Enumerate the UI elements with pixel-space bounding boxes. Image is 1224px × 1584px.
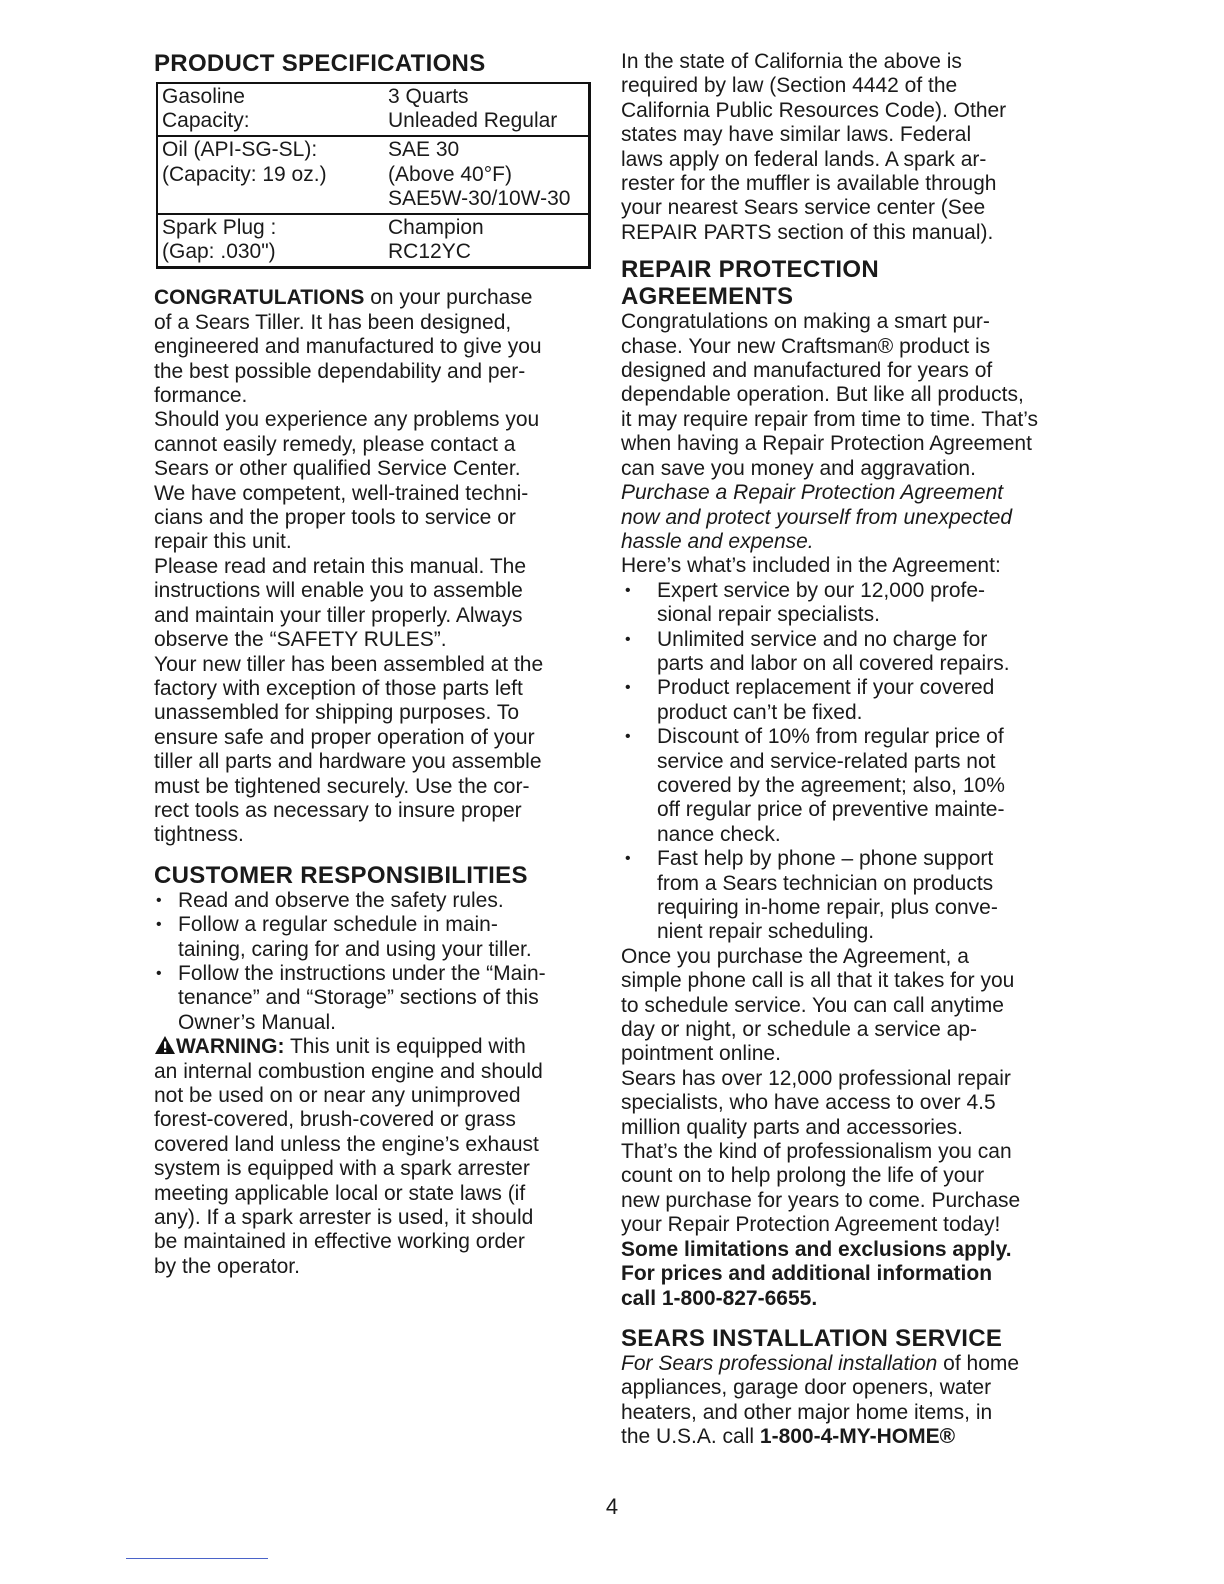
paragraph-line: it may require repair from time to time. That’s	[621, 407, 1039, 431]
congratulations-text: on your purchase	[364, 286, 533, 310]
right-column	[621, 50, 1071, 1450]
paragraph-line: Should you experience any problems you	[154, 408, 540, 432]
paragraph-line: rester for the muffler is available through	[621, 172, 997, 196]
list-item	[154, 913, 594, 962]
list-item-line: tenance” and “Storage” sections of this	[178, 986, 539, 1010]
list-item-line: nient repair scheduling.	[657, 920, 875, 944]
list-item-line: parts and labor on all covered repairs.	[657, 651, 1010, 675]
spec-label	[158, 216, 388, 264]
paragraph-line: count on to help prolong the life of your	[621, 1164, 985, 1188]
paragraph-line: designed and manufactured for years of	[621, 359, 993, 383]
list-item-line: • Unlimited service and no charge for	[657, 627, 988, 651]
install-italic: For Sears professional installation	[621, 1351, 938, 1375]
paragraph-line: heaters, and other major home items, in	[621, 1400, 993, 1424]
paragraph-line: states may have similar laws. Federal	[621, 123, 972, 147]
paragraph-line: We have competent, well-trained techni-	[154, 481, 529, 505]
paragraph-line: laws apply on federal lands. A spark ar-	[621, 147, 987, 171]
warning-label: WARNING:	[176, 1035, 285, 1059]
spec-label-line: Oil (API-SG-SL):	[162, 138, 318, 162]
spec-label-line: (Gap: .030")	[162, 240, 276, 264]
congratulations-paragraph	[154, 286, 594, 408]
assembly-paragraph	[154, 653, 594, 848]
product-specifications-heading: PRODUCT SPECIFICATIONS	[154, 50, 486, 77]
list-item-line: off regular price of preventive mainte-	[657, 798, 1005, 822]
warning-line: meeting applicable local or state laws (if	[154, 1181, 526, 1205]
spec-value	[388, 85, 588, 133]
included-intro: Here’s what’s included in the Agreement:	[621, 554, 1001, 578]
italic-line: hassle and expense.	[621, 529, 814, 553]
customer-responsibilities-list	[154, 889, 594, 1035]
paragraph-line: required by law (Section 4442 of the	[621, 74, 958, 98]
spec-value-line: SAE5W-30/10W-30	[388, 186, 571, 210]
list-item-line: • Product replacement if your covered	[657, 676, 995, 700]
list-item	[621, 579, 1071, 628]
warning-first-line: This unit is equipped with	[284, 1035, 526, 1059]
list-item-line: from a Sears technician on products	[657, 871, 994, 895]
list-item-line: • Follow a regular schedule in main-	[178, 913, 498, 937]
paragraph-line: your nearest Sears service center (See	[621, 196, 986, 220]
paragraph-line: specialists, who have access to over 4.5	[621, 1091, 996, 1115]
install-first-rest: of home	[937, 1351, 1020, 1375]
spec-value-line: SAE 30	[388, 138, 460, 162]
customer-responsibilities-heading: CUSTOMER RESPONSIBILITIES	[154, 861, 528, 889]
list-item-line: • Expert service by our 12,000 profe-	[657, 578, 986, 602]
warning-line: any). If a spark arrester is used, it should	[154, 1206, 534, 1230]
list-item-line: Owner’s Manual.	[178, 1010, 336, 1034]
california-paragraph	[621, 50, 1071, 245]
congratulations-line: formance.	[154, 384, 248, 408]
paragraph-line: must be tightened securely. Use the cor-	[154, 774, 530, 798]
paragraph-line: Sears or other qualified Service Center.	[154, 457, 521, 481]
bold-line: Some limitations and exclusions apply.	[621, 1237, 1012, 1261]
list-item-line: product can’t be fixed.	[657, 700, 863, 724]
paragraph-line: dependable operation. But like all products,	[621, 383, 1024, 407]
paragraph-line: day or night, or schedule a service ap-	[621, 1018, 978, 1042]
warning-line: an internal combustion engine and should	[154, 1059, 543, 1083]
paragraph-line: repair this unit.	[154, 530, 292, 554]
spec-label-line: Gasoline	[162, 85, 245, 108]
limitations-paragraph	[621, 1238, 1071, 1311]
agreement-benefits-list	[621, 579, 1071, 945]
page-number: 4	[605, 1494, 619, 1519]
paragraph-line: and maintain your tiller properly. Always	[154, 603, 523, 627]
paragraph-line: In the state of California the above is	[621, 50, 962, 73]
spec-table	[156, 82, 591, 269]
list-item-line: • Fast help by phone – phone support	[657, 847, 994, 871]
paragraph-line: when having a Repair Protection Agreement	[621, 432, 1032, 456]
spec-row	[158, 84, 588, 135]
list-item-line: • Read and observe the safety rules.	[178, 888, 504, 912]
warning-line: by the operator.	[154, 1254, 300, 1278]
congratulations-bold: CONGRATULATIONS	[154, 286, 365, 310]
list-item-line: nance check.	[657, 822, 781, 846]
spec-value-line: (Above 40°F)	[388, 162, 512, 186]
paragraph-line: rect tools as necessary to insure proper	[154, 798, 522, 822]
list-item-line: sional repair specialists.	[657, 603, 880, 627]
list-item-line: requiring in-home repair, plus conve-	[657, 896, 998, 919]
paragraph-line: Your new tiller has been assembled at the	[154, 652, 544, 676]
spec-value	[388, 216, 588, 264]
list-item	[621, 725, 1071, 847]
congratulations-line: the best possible dependability and per-	[154, 359, 526, 383]
repair-italic-paragraph	[621, 481, 1071, 554]
bold-line: For prices and additional information	[621, 1262, 993, 1286]
list-item-line: • Follow the instructions under the “Main-	[178, 961, 546, 985]
list-item-line: taining, caring for and using your tiller.	[178, 937, 532, 961]
paragraph-line: unassembled for shipping purposes. To	[154, 701, 520, 725]
paragraph-line: California Public Resources Code). Other	[621, 98, 1007, 122]
paragraph-line: your Repair Protection Agreement today!	[621, 1213, 1001, 1237]
paragraph-line: Sears has over 12,000 professional repair	[621, 1066, 1011, 1090]
list-item	[621, 676, 1071, 725]
paragraph-line: appliances, garage door openers, water	[621, 1376, 992, 1400]
spec-row	[158, 213, 588, 266]
footer-rule	[126, 1558, 268, 1559]
paragraph-line: That’s the kind of professionalism you can	[621, 1140, 1012, 1164]
list-item	[621, 628, 1071, 677]
spec-value-line: 3 Quarts	[388, 85, 469, 108]
paragraph-line: cians and the proper tools to service or	[154, 506, 516, 530]
install-phone: 1-800-4-MY-HOME®	[759, 1425, 956, 1449]
spec-label-line: (Capacity: 19 oz.)	[162, 162, 327, 186]
warning-line: forest-covered, brush-covered or grass	[154, 1108, 516, 1132]
list-item	[154, 962, 594, 1035]
warning-paragraph	[154, 1035, 594, 1279]
list-item-line: • Discount of 10% from regular price of	[657, 725, 1004, 749]
spec-label-line: Spark Plug :	[162, 216, 277, 240]
paragraph-line: Once you purchase the Agreement, a	[621, 944, 969, 968]
spec-label	[158, 85, 388, 133]
warning-line: covered land unless the engine’s exhaust	[154, 1132, 539, 1156]
manual-paragraph	[154, 555, 594, 653]
install-last-prefix: the U.S.A. call	[621, 1425, 760, 1449]
paragraph-line: tiller all parts and hardware you assemble	[154, 750, 542, 774]
sears-specialists-paragraph	[621, 1067, 1071, 1238]
paragraph-line: factory with exception of those parts left	[154, 676, 523, 700]
spec-value-line: Champion	[388, 216, 484, 240]
italic-line: Purchase a Repair Protection Agreement	[621, 481, 1004, 505]
spec-value-line: RC12YC	[388, 240, 471, 264]
paragraph-line: Congratulations on making a smart pur-	[621, 310, 990, 334]
spec-value	[388, 138, 588, 211]
congratulations-line: of a Sears Tiller. It has been designed,	[154, 310, 512, 334]
service-paragraph	[154, 408, 594, 554]
spec-row	[158, 135, 588, 213]
warning-line: not be used on or near any unimproved	[154, 1084, 521, 1108]
spec-label	[158, 138, 388, 211]
paragraph-line: ensure safe and proper operation of your	[154, 725, 535, 749]
paragraph-line: tightness.	[154, 823, 244, 847]
list-item	[154, 889, 594, 913]
list-item	[621, 847, 1071, 945]
paragraph-line: Please read and retain this manual. The	[154, 554, 527, 578]
once-paragraph	[621, 945, 1071, 1067]
paragraph-line: pointment online.	[621, 1042, 781, 1066]
italic-line: now and protect yourself from unexpected	[621, 505, 1013, 529]
spec-value-line: Unleaded Regular	[388, 109, 558, 133]
warning-triangle-icon	[154, 1035, 176, 1055]
repair-intro-paragraph	[621, 310, 1071, 481]
repair-heading-line: REPAIR PROTECTION	[621, 256, 880, 284]
paragraph-line: REPAIR PARTS section of this manual).	[621, 220, 994, 244]
repair-protection-heading	[621, 256, 1071, 310]
paragraph-line: cannot easily remedy, please contact a	[154, 432, 516, 456]
installation-paragraph	[621, 1352, 1071, 1450]
bold-line: call 1-800-827-6655.	[621, 1286, 818, 1310]
paragraph-line: to schedule service. You can call anytime	[621, 993, 1004, 1017]
paragraph-line: million quality parts and accessories.	[621, 1115, 963, 1139]
left-column	[154, 50, 594, 1279]
list-item-line: service and service-related parts not	[657, 749, 996, 773]
paragraph-line: chase. Your new Craftsman® product is	[621, 334, 991, 358]
paragraph-line: new purchase for years to come. Purchase	[621, 1188, 1021, 1212]
spec-label-line: Capacity:	[162, 109, 250, 133]
paragraph-line: instructions will enable you to assemble	[154, 579, 523, 603]
list-item-line: covered by the agreement; also, 10%	[657, 773, 1005, 797]
repair-heading-line: AGREEMENTS	[621, 283, 794, 311]
paragraph-line: can save you money and aggravation.	[621, 456, 976, 480]
sears-installation-heading: SEARS INSTALLATION SERVICE	[621, 1324, 1003, 1352]
paragraph-line: observe the “SAFETY RULES”.	[154, 628, 447, 652]
warning-line: system is equipped with a spark arrester	[154, 1157, 530, 1181]
warning-line: be maintained in effective working order	[154, 1230, 525, 1254]
paragraph-line: simple phone call is all that it takes for you	[621, 969, 1015, 993]
congratulations-line: engineered and manufactured to give you	[154, 335, 542, 359]
